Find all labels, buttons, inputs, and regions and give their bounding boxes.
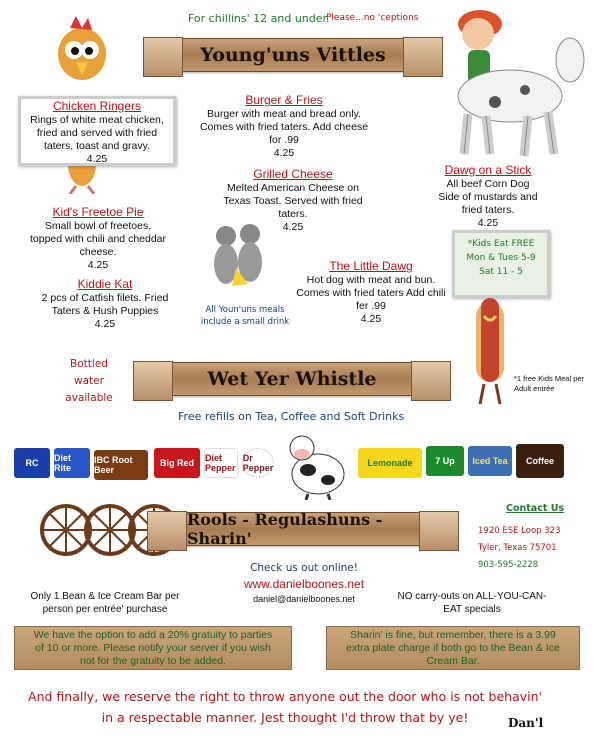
item-price: 4.25: [273, 147, 295, 159]
item-desc: Burger with meat and bread only. Comes with fried taters. Add cheese for .99: [199, 108, 369, 146]
item-price: 4.25: [360, 313, 382, 325]
contact-phone: 903-595-2228: [478, 560, 539, 570]
top-note-age: For chillins' 12 and under.: [188, 12, 330, 25]
kids-free-line3: Sat 11 - 5: [479, 267, 523, 277]
item-title: Dawg on a Stick: [444, 163, 532, 177]
cow-mascot-icon: [284, 430, 354, 500]
item-desc: Small bowl of freetoes, topped with chili and cheddar cheese.: [30, 220, 167, 258]
menu-item-burger-fries: [198, 94, 370, 160]
email-link[interactable]: daniel@danielboones.net: [253, 594, 355, 604]
drink-logo-coffee: Coffee: [516, 444, 564, 478]
section-title-rules: Rools - Regulashuns - Sharin': [186, 512, 420, 546]
item-price: 4.25: [86, 153, 108, 165]
online-block: [224, 562, 384, 604]
hotdog-mascot-icon: [466, 296, 514, 406]
kids-free-line1: *Kids Eat FREE: [467, 239, 535, 249]
cowgirl-horse-icon: [420, 4, 590, 164]
menu-item-little-dawg: [296, 260, 446, 326]
item-price: 4.25: [477, 217, 499, 229]
item-price: 4.25: [282, 221, 304, 233]
bottled-water-note: Bottled water available: [65, 358, 113, 404]
contact-title: Contact Us: [506, 503, 565, 514]
drink-logo-rc: RC: [14, 448, 50, 478]
drink-logo-diet-pepper: Diet Pepper: [204, 448, 238, 478]
drink-included-note: All Youn'uns meals include a small drink: [200, 305, 290, 327]
item-title: Grilled Cheese: [253, 167, 333, 181]
drink-logo-big-red: Big Red: [154, 448, 200, 478]
gratuity-note: We have the option to add a 20% gratuity to parties of 10 or more. Please notify your server if you wish not for the gratuity to be added.: [14, 626, 292, 670]
drink-logo-iced-tea: Iced Tea: [468, 446, 512, 476]
section-title-wet-yer-whistle: Wet Yer Whistle: [172, 362, 412, 396]
item-price: 4.25: [94, 318, 116, 330]
top-note-exceptions: Please...no 'ceptions: [326, 13, 419, 23]
item-price: 4.25: [87, 259, 109, 271]
menu-item-kids-freetoe-pie: [30, 206, 166, 272]
contact-address1: 1920 ESE Loop 323: [478, 526, 561, 536]
item-desc: Rings of white meat chicken, fried and served with fried taters, toast and gravy.: [30, 114, 164, 152]
online-check: Check us out online!: [250, 562, 358, 574]
item-title: Kiddie Kat: [77, 277, 133, 291]
menu-item-kiddie-kat: [30, 278, 180, 331]
menu-item-dawg-on-a-stick: [436, 164, 540, 230]
item-desc: 2 pcs of Catfish filets. Fried Taters & Hush Puppies: [41, 292, 169, 317]
free-refills-note: Free refills on Tea, Coffee and Soft Drinks: [178, 410, 405, 423]
sharing-note: Sharin' is fine, but remember, there is a 3.99 extra plate charge if both go to the Bean & Ice Cream Bar.: [326, 626, 580, 670]
menu-item-chicken-ringers: [22, 100, 172, 166]
item-desc: Melted American Cheese on Texas Toast. Served with fried taters.: [223, 182, 363, 220]
bean-bar-note: Only 1 Bean & Ice Cream Bar per person per entrée' purchase: [30, 591, 180, 615]
website-link[interactable]: www.danielboones.net: [243, 577, 365, 591]
carryout-note: NO carry-outs on ALL-YOU-CAN-EAT specials: [397, 591, 547, 615]
drink-logo-lemonade: Lemonade: [358, 448, 422, 478]
item-title: Kid's Freetoe Pie: [52, 205, 144, 219]
kids-free-line2: Mon & Tues 5-9: [466, 253, 536, 263]
free-kids-meal-note: *1 free Kids Meal per Adult entrée: [514, 374, 585, 393]
drink-logo-diet-rite: Diet Rite: [54, 448, 90, 478]
signature: Dan'l: [508, 716, 544, 730]
contact-block: [478, 500, 578, 574]
closing-note: And finally, we reserve the right to throw anyone out the door who is not behavin' in a respectable manner. Jest thought I'd throw that by ye!: [28, 689, 542, 725]
item-title: Burger & Fries: [245, 93, 323, 107]
item-title: Chicken Ringers: [52, 99, 142, 113]
mice-icon: [204, 218, 276, 298]
item-title: The Little Dawg: [329, 259, 413, 273]
section-title-younguns-vittles: Young'uns Vittles: [182, 38, 404, 72]
drink-logo-7up: 7 Up: [426, 446, 464, 476]
drink-logo-dr-pepper: Dr Pepper: [242, 448, 274, 478]
drink-logo-ibc-root-beer: IBC Root Beer: [94, 450, 148, 480]
contact-address2: Tyler, Texas 75701: [478, 543, 557, 553]
kids-eat-free-sign: [452, 230, 550, 298]
item-desc: All beef Corn Dog Side of mustards and fried taters.: [438, 178, 538, 216]
item-desc: Hot dog with meat and bun. Comes with fried taters Add chili fer .99: [296, 274, 446, 312]
